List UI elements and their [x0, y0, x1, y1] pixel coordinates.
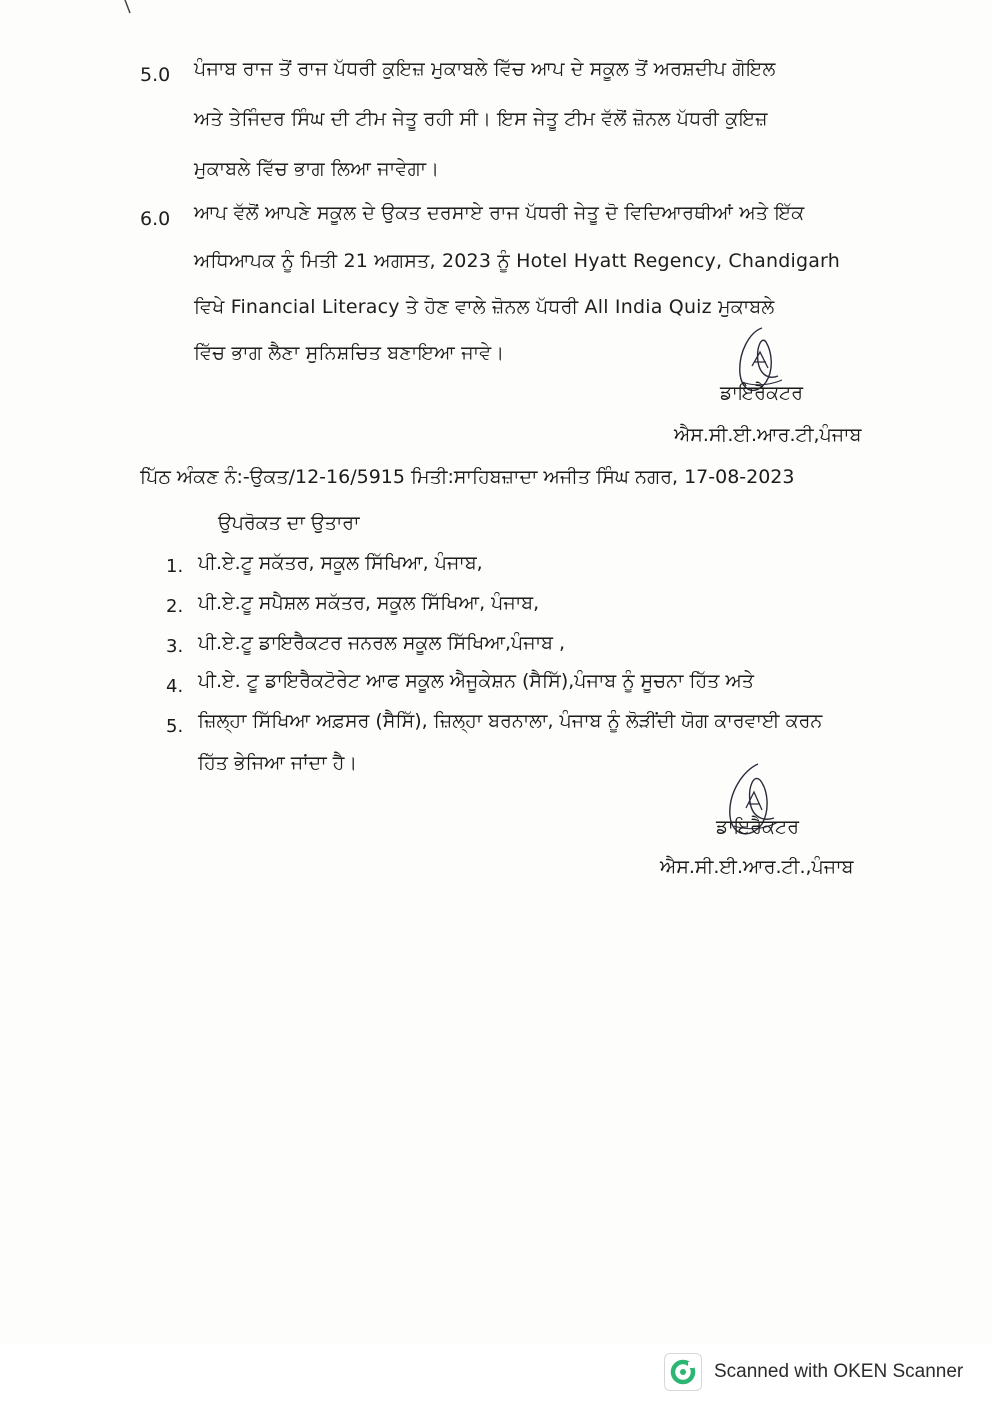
- signatory-title: ਡਾਇਰੈਕਟਰ: [716, 816, 799, 838]
- signatory-organisation: ਐਸ.ਸੀ.ਈ.ਆਰ.ਟੀ.,ਪੰਜਾਬ: [660, 856, 854, 878]
- paragraph-line: ਮੁਕਾਬਲੇ ਵਿੱਚ ਭਾਗ ਲਿਆ ਜਾਵੇਗਾ।: [194, 158, 440, 180]
- list-item: ਪੀ.ਏ.ਟੂ ਸਕੱਤਰ, ਸਕੂਲ ਸਿੱਖਿਆ, ਪੰਜਾਬ,: [198, 552, 483, 574]
- list-item: ਪੀ.ਏ. ਟੂ ਡਾਇਰੈਕਟੋਰੇਟ ਆਫ ਸਕੂਲ ਐਜੂਕੇਸ਼ਨ (ਸੈਸਿੱ),ਪੰਜਾਬ ਨੂੰ ਸੂਚਨਾ ਹਿੱਤ ਅਤੇ: [198, 670, 754, 692]
- oken-scanner-logo-icon: [664, 1353, 702, 1391]
- paragraph-line: ਪੰਜਾਬ ਰਾਜ ਤੋਂ ਰਾਜ ਪੱਧਰੀ ਕੁਇਜ਼ ਮੁਕਾਬਲੇ ਵਿੱਚ ਆਪ ਦੇ ਸਕੂਲ ਤੋਂ ਅਰਸ਼ਦੀਪ ਗੋਇਲ: [194, 58, 776, 80]
- paragraph-line: ਵਿੱਚ ਭਾਗ ਲੈਣਾ ਸੁਨਿਸ਼ਚਿਤ ਬਣਾਇਆ ਜਾਵੇ।: [194, 342, 505, 364]
- paragraph-line: ਅਤੇ ਤੇਜਿੰਦਰ ਸਿੰਘ ਦੀ ਟੀਮ ਜੇਤੂ ਰਹੀ ਸੀ। ਇਸ ਜੇਤੂ ਟੀਮ ਵੱਲੋਂ ਜ਼ੋਨਲ ਪੱਧਰੀ ਕੁਇਜ਼: [194, 108, 768, 130]
- scanner-label: Scanned with OKEN Scanner: [714, 1361, 964, 1382]
- paragraph-line: ਆਪ ਵੱਲੋਂ ਆਪਣੇ ਸਕੂਲ ਦੇ ਉਕਤ ਦਰਸਾਏ ਰਾਜ ਪੱਧਰੀ ਜੇਤੂ ਦੋ ਵਿਦਿਆਰਥੀਆਂ ਅਤੇ ਇੱਕ: [194, 202, 805, 224]
- corner-mark: [124, 0, 132, 14]
- copy-heading: ਉਪਰੋਕਤ ਦਾ ਉਤਾਰਾ: [218, 512, 360, 534]
- list-item: ਪੀ.ਏ.ਟੂ ਸਪੈਸ਼ਲ ਸਕੱਤਰ, ਸਕੂਲ ਸਿੱਖਿਆ, ਪੰਜਾਬ,: [198, 592, 540, 614]
- paragraph-number: 5.0: [140, 64, 171, 86]
- scanner-watermark: [664, 1354, 963, 1390]
- list-item-number: 1.: [166, 556, 184, 577]
- signatory-title: ਡਾਇਰੈਕਟਰ: [720, 382, 803, 404]
- signatory-organisation: ਐਸ.ਸੀ.ਈ.ਆਰ.ਟੀ,ਪੰਜਾਬ: [674, 424, 862, 446]
- list-item: ਜ਼ਿਲ੍ਹਾ ਸਿੱਖਿਆ ਅਫ਼ਸਰ (ਸੈਸਿੱ), ਜ਼ਿਲ੍ਹਾ ਬਰਨਾਲਾ, ਪੰਜਾਬ ਨੂੰ ਲੋੜੀਂਦੀ ਯੋਗ ਕਾਰਵਾਈ ਕਰਨ: [198, 710, 823, 732]
- paragraph-line: ਅਧਿਆਪਕ ਨੂੰ ਮਿਤੀ 21 ਅਗਸਤ, 2023 ਨੂੰ Hotel Hyatt Regency, Chandigarh: [194, 250, 840, 272]
- list-item-number: 5.: [166, 716, 184, 737]
- paragraph-line: ਵਿਖੇ Financial Literacy ਤੇ ਹੋਣ ਵਾਲੇ ਜ਼ੋਨਲ ਪੱਧਰੀ All India Quiz ਮੁਕਾਬਲੇ: [194, 296, 775, 318]
- list-item-number: 2.: [166, 596, 184, 617]
- list-item-number: 3.: [166, 636, 184, 657]
- paragraph-number: 6.0: [140, 208, 171, 230]
- list-item-continuation: ਹਿੱਤ ਭੇਜਿਆ ਜਾਂਦਾ ਹੈ।: [198, 752, 358, 774]
- list-item-number: 4.: [166, 676, 184, 697]
- endorsement-reference: ਪਿੱਠ ਅੰਕਣ ਨੰ:-ਉਕਤ/12-16/5915 ਮਿਤੀ:ਸਾਹਿਬਜ਼ਾਦਾ ਅਜੀਤ ਸਿੰਘ ਨਗਰ, 17-08-2023: [140, 466, 795, 488]
- list-item: ਪੀ.ਏ.ਟੂ ਡਾਇਰੈਕਟਰ ਜਨਰਲ ਸਕੂਲ ਸਿੱਖਿਆ,ਪੰਜਾਬ ,: [198, 632, 566, 654]
